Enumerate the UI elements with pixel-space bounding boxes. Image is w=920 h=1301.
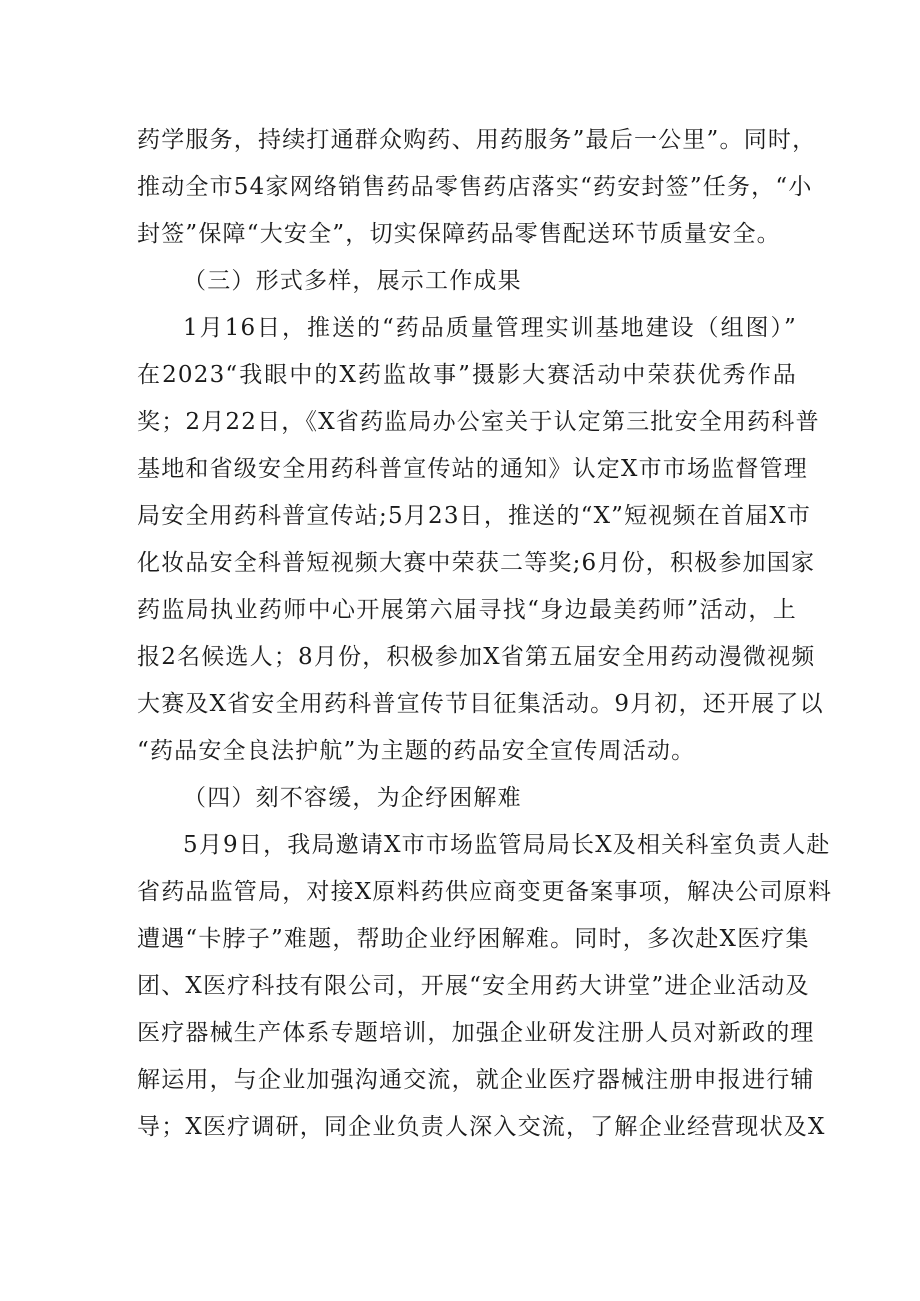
paragraph-line: 化妆品安全科普短视频大赛中荣获二等奖;6月份，积极参加国家: [137, 550, 816, 576]
paragraph-line: 省药品监管局，对接X原料药供应商变更备案事项，解决公司原料: [137, 879, 833, 905]
paragraph-line: 基地和省级安全用药科普宣传站的通知》认定X市市场监督管理: [137, 456, 808, 482]
paragraph-line: 5月9日，我局邀请X市市场监管局局长X及相关科室负责人赴: [183, 832, 831, 858]
paragraph-line: 报2名候选人；8月份，积极参加X省第五届安全用药动漫微视频: [137, 644, 816, 670]
paragraph-line: 推动全市54家网络销售药品零售药店落实“药安封签”任务，“小: [137, 174, 813, 200]
section-heading: （四）刻不容缓，为企纾困解难: [183, 785, 522, 811]
section-heading: （三）形式多样，展示工作成果: [183, 268, 522, 294]
paragraph-line: 封签”保障“大安全”，切实保障药品零售配送环节质量安全。: [137, 221, 781, 247]
paragraph-line: 药监局执业药师中心开展第六届寻找“身边最美药师”活动，上: [137, 597, 797, 623]
paragraph-line: 奖；2月22日，《X省药监局办公室关于认定第三批安全用药科普: [137, 409, 820, 435]
paragraph-line: 1月16日，推送的“药品质量管理实训基地建设（组图）”: [183, 315, 797, 341]
paragraph-line: 药学服务，持续打通群众购药、用药服务”最后一公里”。同时，: [137, 127, 817, 153]
paragraph-line: 解运用，与企业加强沟通交流，就企业医疗器械注册申报进行辅: [137, 1067, 815, 1093]
paragraph-line: 在2023“我眼中的X药监故事”摄影大赛活动中荣获优秀作品: [137, 362, 797, 388]
paragraph-line: 大赛及X省安全用药科普宣传节目征集活动。9月初，还开展了以: [137, 691, 824, 717]
paragraph-line: 医疗器械生产体系专题培训，加强企业研发注册人员对新政的理: [137, 1020, 815, 1046]
paragraph-line: 导；X医疗调研，同企业负责人深入交流，了解企业经营现状及X: [137, 1114, 826, 1140]
paragraph-line: 团、X医疗科技有限公司，开展“安全用药大讲堂”进企业活动及: [137, 973, 810, 999]
paragraph-line: 遭遇“卡脖子”难题，帮助企业纾困解难。同时，多次赴X医疗集: [137, 926, 810, 952]
paragraph-line: “药品安全良法护航”为主题的药品安全宣传周活动。: [137, 738, 696, 764]
paragraph-line: 局安全用药科普宣传站;5月23日，推送的“X”短视频在首届X市: [137, 503, 812, 529]
